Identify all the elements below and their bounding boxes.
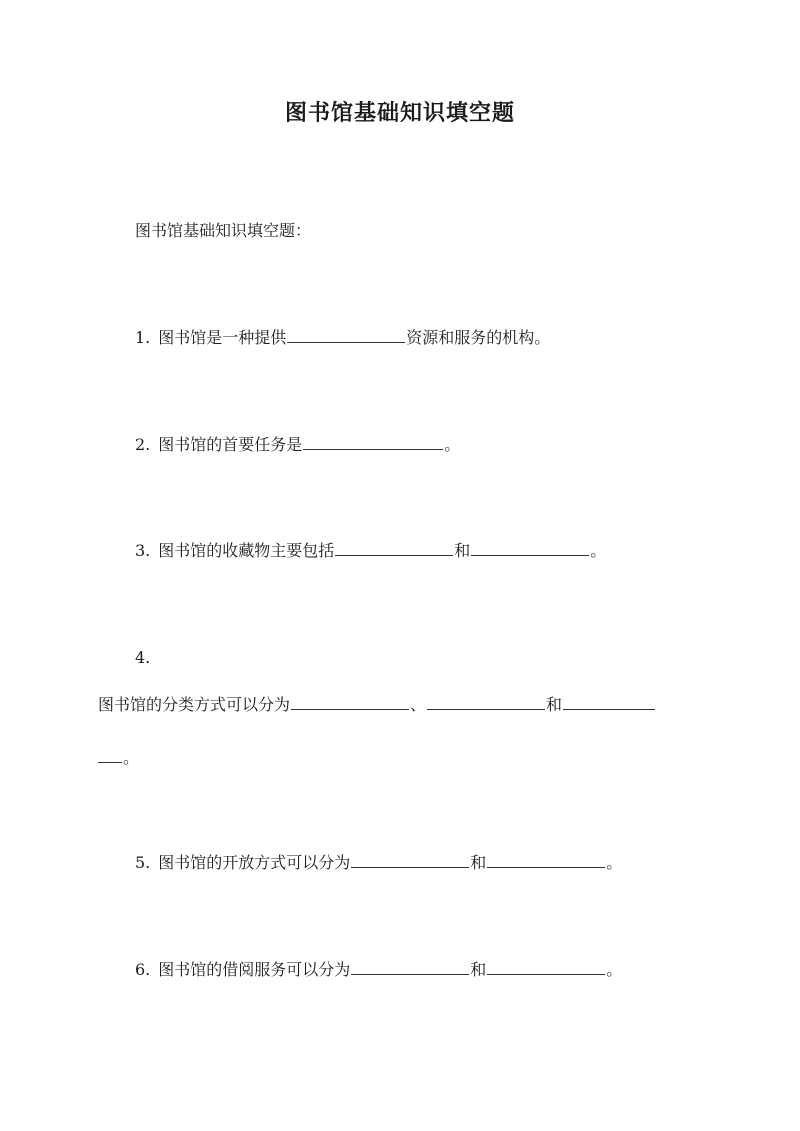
question-4-continued — [98, 748, 139, 768]
question-4 — [98, 695, 656, 715]
answer-blank[interactable] — [351, 853, 469, 868]
question-text: 和 — [454, 541, 471, 560]
question-text: 和 — [470, 853, 487, 872]
question-text: 资源和服务的机构。 — [406, 328, 551, 347]
question-3 — [135, 541, 606, 561]
question-6 — [135, 960, 622, 980]
answer-blank[interactable] — [287, 328, 405, 343]
answer-blank[interactable] — [487, 853, 605, 868]
answer-blank[interactable] — [303, 435, 443, 450]
page-title: 图书馆基础知识填空题 — [284, 100, 515, 126]
question-number: 1. — [135, 328, 151, 347]
question-text: 、 — [410, 695, 427, 714]
question-text: 。 — [444, 435, 461, 454]
question-number: 2. — [135, 435, 151, 454]
question-text: 图书馆的借阅服务可以分为 — [158, 960, 351, 979]
question-2 — [135, 435, 460, 455]
answer-blank[interactable] — [563, 695, 655, 710]
answer-blank[interactable] — [291, 695, 409, 710]
question-text: 。 — [606, 960, 623, 979]
answer-blank[interactable] — [335, 541, 453, 556]
question-5 — [135, 853, 622, 873]
intro-text: 图书馆基础知识填空题： — [135, 221, 312, 240]
question-text: 和 — [470, 960, 487, 979]
question-text: 图书馆的开放方式可以分为 — [158, 853, 351, 872]
question-4-number: 4. — [135, 648, 151, 667]
answer-blank[interactable] — [427, 695, 545, 710]
question-1 — [135, 328, 550, 348]
question-text: 和 — [546, 695, 563, 714]
question-text: 图书馆的分类方式可以分为 — [98, 695, 291, 714]
answer-blank[interactable] — [471, 541, 589, 556]
question-text: 。 — [590, 541, 607, 560]
question-text: 。 — [123, 748, 140, 767]
answer-blank-continued[interactable] — [98, 748, 122, 763]
question-text: 。 — [606, 853, 623, 872]
question-number: 5. — [135, 853, 151, 872]
question-number: 3. — [135, 541, 151, 560]
question-text: 图书馆是一种提供 — [158, 328, 287, 347]
answer-blank[interactable] — [487, 960, 605, 975]
question-text: 图书馆的首要任务是 — [158, 435, 303, 454]
answer-blank[interactable] — [351, 960, 469, 975]
question-text: 图书馆的收藏物主要包括 — [158, 541, 335, 560]
question-number: 6. — [135, 960, 151, 979]
